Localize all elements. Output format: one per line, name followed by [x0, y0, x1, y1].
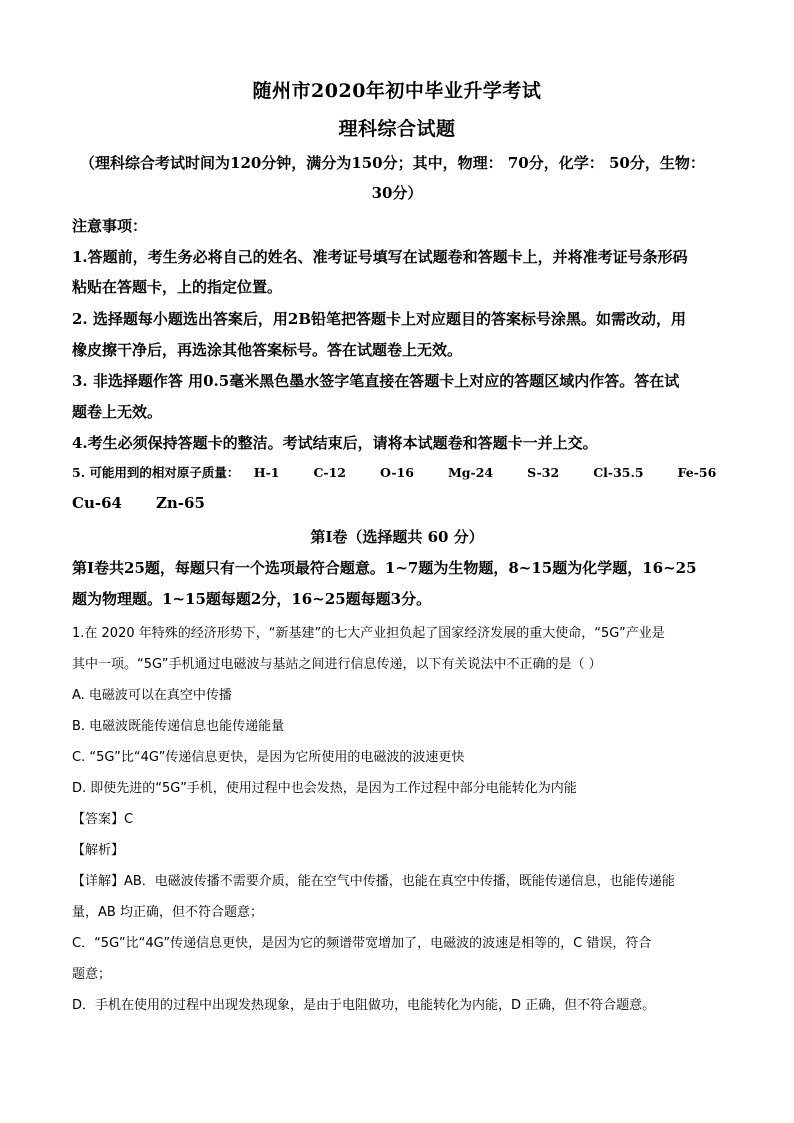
section-desc-line2: 题为物理题。1~15题每题2分，16~25题每题3分。: [72, 590, 432, 608]
notice-item-1-line1: 1.答题前，考生务必将自己的姓名、准考证号填写在试题卷和答题卡上，并将准考证号条形码: [72, 248, 688, 266]
notice-item-4: 4.考生必须保持答题卡的整洁。考试结束后，请将本试题卷和答题卡一并上交。: [72, 434, 598, 452]
exam-subtitle: 理科综合试题: [338, 118, 456, 140]
atomic-mass-prefix: 5. 可能用到的相对原子质量：: [72, 465, 240, 480]
answer-value: C: [124, 812, 134, 827]
time-note-line1: （理科综合考试时间为120分钟，满分为150分；其中，物理： 70分，化学： 50分，生物：: [80, 154, 705, 172]
question-1-option-a: A. 电磁波可以在真空中传播: [72, 688, 232, 703]
atomic-mass: O-16: [380, 465, 414, 480]
answer-tag: 【答案】: [72, 812, 125, 827]
notice-item-3-line2: 题卷上无效。: [72, 403, 163, 421]
detail-line3: C．“5G”比“4G”传递信息更快，是因为它的频谱带宽增加了，电磁波的波速是相等的，C 错误，符合: [72, 936, 652, 951]
atomic-mass: Mg-24: [447, 465, 494, 480]
detail-line1: 【详解】AB．电磁波传播不需要介质，能在空气中传播，也能在真空中传播，既能传递信息，也能传递能: [72, 874, 675, 889]
atomic-mass: C-12: [313, 465, 347, 480]
question-1-option-d: D. 即使先进的“5G”手机，使用过程中也会发热，是因为工作过程中部分电能转化为内能: [72, 781, 577, 796]
question-1-option-c: C. “5G”比“4G”传递信息更快，是因为它所使用的电磁波的波速更快: [72, 750, 465, 765]
question-1-option-b: B. 电磁波既能传递信息也能传递能量: [72, 719, 285, 734]
atomic-mass: Cl-35.5: [593, 465, 644, 480]
exam-title: 随州市2020年初中毕业升学考试: [252, 80, 542, 102]
atomic-mass: Cu-64: [72, 494, 122, 512]
atomic-mass: H-1: [253, 465, 280, 480]
question-1-stem-line1: 1.在 2020 年特殊的经济形势下，“新基建”的七大产业担负起了国家经济发展的重大使命，“5G”产业是: [72, 626, 665, 641]
answer-line: [72, 808, 722, 827]
analysis-tag: 【解析】: [72, 843, 125, 858]
detail-line4: 题意；: [72, 967, 112, 982]
atomic-mass: S-32: [527, 465, 560, 480]
detail-line5: D．手机在使用的过程中出现发热现象，是由于电阻做功，电能转化为内能，D 正确，但不符合题意。: [72, 998, 656, 1013]
section-title: 第I卷（选择题共 60 分）: [310, 528, 484, 546]
atomic-mass: Fe-56: [677, 465, 717, 480]
detail-line2: 量，AB 均正确，但不符合题意；: [72, 905, 263, 920]
question-1-stem-line2: 其中一项。“5G”手机通过电磁波与基站之间进行信息传递，以下有关说法中不正确的是（ ）: [72, 657, 602, 672]
atomic-mass-line2: [72, 494, 722, 512]
notice-item-3-line1: 3. 非选择题作答 用0.5毫米黑色墨水签字笔直接在答题卡上对应的答题区域内作答。答在试: [72, 372, 680, 390]
section-desc-line1: 第I卷共25题，每题只有一个选项最符合题意。1~7题为生物题，8~15题为化学题，16~25: [72, 559, 697, 577]
notice-item-2-line2: 橡皮擦干净后，再选涂其他答案标号。答在试题卷上无效。: [72, 341, 463, 359]
notice-item-5: [72, 463, 722, 481]
notice-heading: 注意事项：: [72, 217, 148, 235]
notice-item-1-line2: 粘贴在答题卡，上的指定位置。: [72, 278, 283, 296]
notice-item-2-line1: 2. 选择题每小题选出答案后，用2B铅笔把答题卡上对应题目的答案标号涂黑。如需改动，用: [72, 310, 687, 328]
atomic-mass: Zn-65: [155, 494, 205, 512]
time-note-line2: 30分）: [371, 184, 423, 202]
